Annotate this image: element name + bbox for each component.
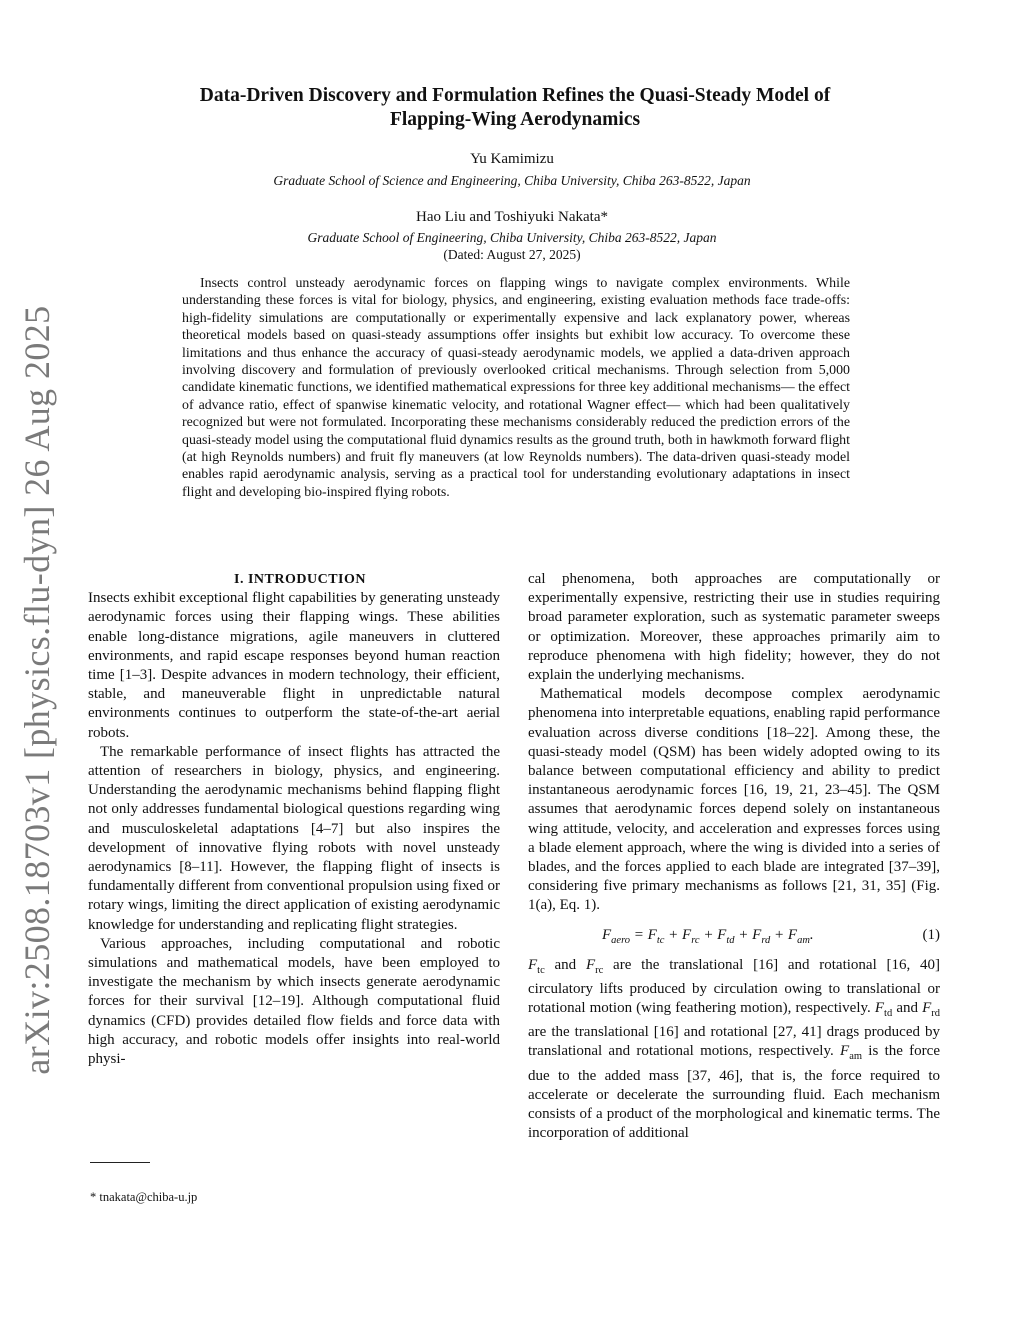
p3-text-a: are the translational [16] and rotational [16, 40] circulatory lifts produced by circulation owing to translational or rotational motion (wing feathering motion), respectively. [528,956,940,1017]
footnote-rule [90,1162,150,1163]
equation-number: (1) [922,926,940,943]
footnote: * tnakata@chiba-u.jp [90,1190,198,1204]
intro-paragraph-1: Insects exhibit exceptional flight capabilities by generating unsteady aerodynamic forces using their flapping wings. These abilities enable long-distance migrations, agile maneuvers in cluttered environments, and rapid escape responses beyond human reaction time [1–3]. Despite advances in modern technology, their efficient, stable, and maneuverable flight in unpredictable natural environments continues to outperform the state-of-the-art aerial robots. [88,590,500,741]
arxiv-id-text: arXiv:2508.18703v1 [physics.flu-dyn] 26 Aug 2025 [17,305,57,1075]
right-paragraph-3: $F_{tc}$ and $F_{rc}$ are the translational [16] and rotational [16, 40] circulatory lifts produced by circulation owing to translational or rotational motion (wing feathering motion), respectively. $F_{td}$ and $F_{rd}$ are the translational [16] and rotational [27, 41] drags produced by translational and rotational motions, respectively. $F_{am}$ is the force due to the added mass [37, 46], that is, the force required to accelerate or decelerate the surrounding fluid. Each mechanism consists of a product of the morphological and kinematic terms. The incorporation of additional [528,956,940,1142]
intro-paragraph-3: Various approaches, including computational and robotic simulations and mathematical models, have been employed to investigate the mechanism by which insects generate aerodynamic forces for their survival [12–19]. Although computational fluid dynamics (CFD) provides detailed flow fields and force data with high accuracy, and robotic models offer insights into real-world physi- [88,935,500,1068]
affiliation-1: Graduate School of Science and Engineering, Chiba University, Chiba 263-8522, Japan [273,173,751,188]
intro-paragraph-2: The remarkable performance of insect flights has attracted the attention of researchers in biology, physics, and engineering. Understanding the aerodynamic mechanisms behind flapping flight not only addresses fundamental biological questions regarding wing and musculoskeletal adaptations [4–7] but also inspires the development of innovative flying robots with novel unsteady aerodynamics [8–11]. However, the flapping flight of insects is fundamentally different from conventional propulsion using fixed or rotary wings, limiting the direct application of existing aerodynamic knowledge for understanding and replicating flight strategies. [88,743,500,933]
affiliation-2: Graduate School of Engineering, Chiba University, Chiba 263-8522, Japan [307,230,717,245]
author-1: Yu Kamimizu [470,151,554,167]
left-column [88,570,500,1069]
right-paragraph-2: Mathematical models decompose complex aerodynamic phenomena into interpretable equations, enabling rapid performance evaluation across diverse conditions [18–22]. Among these, the quasi-steady model (QSM) has been widely adopted owing to its balance between computational efficiency and ability to predict instantaneous aerodynamic forces [16, 19, 21, 23–45]. The QSM assumes that aerodynamic forces depend solely on instantaneous wing attitude, velocity, and acceleration and expresses forces using a blade element approach, where the wing is divided into a series of blades, and the forces applied to each blade are integrated [37–39], considering five primary mechanisms as follows [21, 31, 35] (Fig. 1(a), Eq. 1). [528,686,940,914]
right-paragraph-1: cal phenomena, both approaches are computationally or experimentally expensive, restricting their use in studies requiring broad parameter exploration, such as systematic parameter sweeps or optimization. Moreover, these approaches primarily aim to reproduce phenomena with high fidelity; however, they do not explain the underlying mechanisms. [528,571,940,684]
abstract: Insects control unsteady aerodynamic forces on flapping wings to navigate complex environments. While understanding these forces is vital for biology, physics, and engineering, existing evaluation methods face trade-offs: high-fidelity simulations are computationally or experimentally expensive and lack explanatory power, whereas theoretical models based on quasi-steady assumptions offer insights but exhibit low accuracy. To overcome these limitations and thus enhance the accuracy of quasi-steady aerodynamic models, we applied a data-driven approach involving discovery and formulation of previously overlooked critical mechanisms. Through selection from 5,000 candidate kinematic functions, we identified mathematical expressions for three key additional mechanisms— the effect of advance ratio, effect of spanwise kinematic velocity, and rotational Wagner effect— which had been qualitatively recognized but were not formulated. Incorporating these mechanisms considerably reduced the prediction errors of the quasi-steady model using the computational fluid dynamics results as the ground truth, both in hawkmoth forward flight (at high Reynolds numbers) and fruit fly maneuvers (at low Reynolds numbers). The data-driven quasi-steady model enables rapid aerodynamic analysis, serving as a practical tool for understanding evolutionary adaptations in insect flight and developing bio-inspired flying robots. [182,276,850,500]
section-heading: I. INTRODUCTION [234,572,366,587]
title-line-1: Data-Driven Discovery and Formulation Refines the Quasi-Steady Model of [199,85,831,106]
title-line-2: Flapping-Wing Aerodynamics [389,109,641,130]
p3-text-c: is the force due to the added mass [37, 46], that is, the force required to accelerate or decelerate the surrounding fluid. Each mechanism consists of a product of the morphological and kinematic terms. The incorporation of additional [528,1043,940,1142]
dated-line: (Dated: August 27, 2025) [443,247,581,262]
equation-1 [528,916,940,956]
arxiv-sidebar-stamp [8,300,66,1080]
right-column [528,570,940,1143]
paper-title [120,84,910,132]
equation-body: $F_{aero} = F_{tc} + F_{rc} + F_{td} + F_{rd} + F_{am}$. [602,926,814,946]
author-2: Hao Liu and Toshiyuki Nakata* [416,209,608,225]
p3-text-b: are the translational [16] and rotational [27, 41] drags produced by translational and rotational motions, respectively. [528,1024,940,1060]
